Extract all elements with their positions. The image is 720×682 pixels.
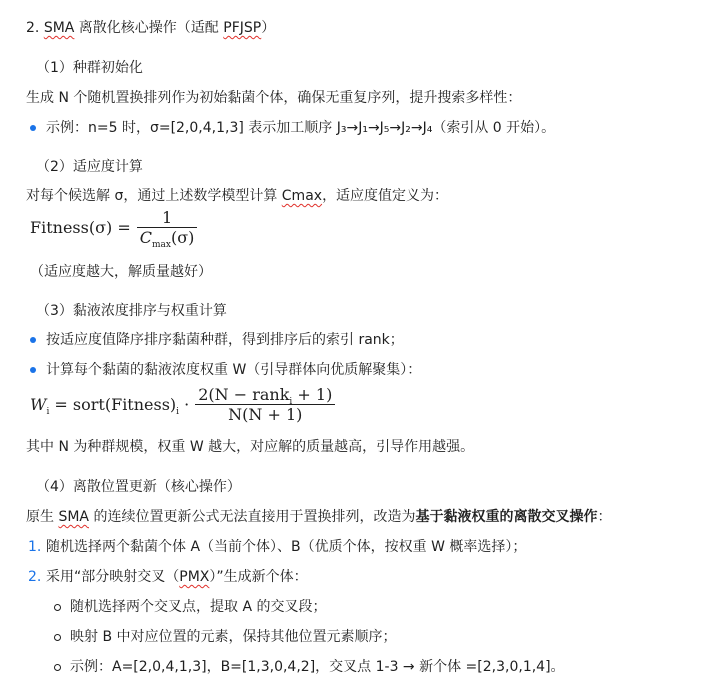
note: （适应度越大，解质量越好） [30, 264, 212, 280]
spell-underlined-word: SMA [58, 509, 89, 525]
list-item: 按适应度值降序排序黏菌种群，得到排序后的索引 rank； [46, 330, 404, 350]
sub-list-item: 映射 B 中对应位置的元素，保持其他位置元素顺序； [70, 627, 397, 647]
spell-underlined-word: PFJSP [223, 20, 262, 36]
paragraph: 原生 SMA 的连续位置更新公式无法直接用于置换排列，改造为基于黏液权重的离散交叉操作： [26, 509, 612, 525]
hollow-bullet [54, 634, 61, 641]
spell-underlined-word: PMX [179, 569, 210, 585]
fraction: $\frac{1}{C_{max}(\sigma)}$ [137, 208, 198, 247]
fitness-formula: Fitness(σ) = $\frac{1}{C_{max}(\sigma)}$ [30, 208, 197, 247]
bullet-dot [30, 367, 36, 373]
paragraph: 其中 N 为种群规模，权重 W 越大，对应解的质量越高，引导作用越强。 [26, 439, 475, 455]
spell-underlined-word: Cmax [281, 188, 323, 204]
subsection-title-1: （1）种群初始化 [36, 60, 143, 76]
bullet-dot [30, 125, 36, 131]
numbered-item-1: 1. 随机选择两个黏菌个体 A（当前个体）、B（优质个体，按权重 W 概率选择）； [28, 539, 527, 555]
list-item: 计算每个黏菌的黏液浓度权重 W（引导群体向优质解聚集）： [46, 360, 421, 380]
bullet-dot [30, 337, 36, 343]
section-heading: 2. SMA 离散化核心操作（适配 PFJSP） [26, 20, 276, 36]
paragraph: 生成 N 个随机置换排列作为初始黏菌个体，确保无重复序列，提升搜索多样性： [26, 90, 522, 106]
subsection-title-2: （2）适应度计算 [36, 159, 143, 175]
sub-list-item: 随机选择两个交叉点，提取 A 的交叉段； [70, 597, 326, 617]
spell-underlined-word: SMA [43, 20, 75, 36]
weight-formula: $W_i$ = $sort(Fitness)_i$ · $\frac{2(N - rank_i + 1)}{N(N + 1)}$ [30, 385, 335, 424]
subsection-title-4: （4）离散位置更新（核心操作） [36, 479, 241, 495]
sub-list-item: 示例：A=[2,0,4,1,3]，B=[1,3,0,4,2]，交叉点 1-3 → 新个体 =[2,3,0,1,4]。 [70, 657, 565, 677]
numbered-item-2: 2. 采用“部分映射交叉（PMX）”生成新个体： [28, 569, 308, 585]
hollow-bullet [54, 664, 61, 671]
fraction: $\frac{2(N - rank_i + 1)}{N(N + 1)}$ [195, 385, 335, 424]
paragraph: 对每个候选解 σ，通过上述数学模型计算 Cmax，适应度值定义为： [26, 188, 449, 204]
subsection-title-3: （3）黏液浓度排序与权重计算 [36, 303, 227, 319]
list-item: 示例：n=5 时，σ=[2,0,4,1,3] 表示加工顺序 J₃→J₁→J₅→J₂→J₄（索引从 0 开始）。 [46, 118, 555, 138]
hollow-bullet [54, 604, 61, 611]
